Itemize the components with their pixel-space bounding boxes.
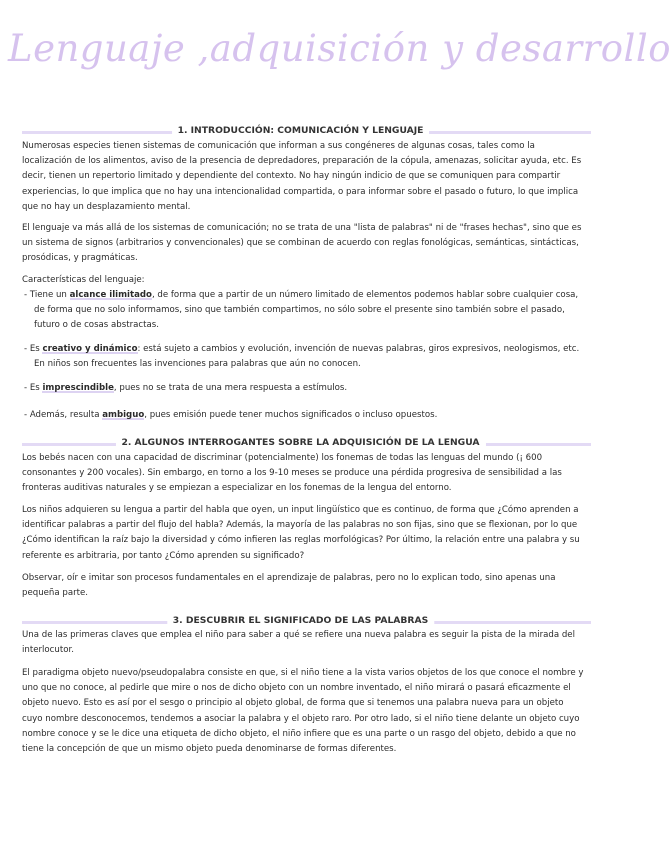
document-title: Lenguaje ,adquisición y desarrollo <box>8 27 671 70</box>
item-prefix: - Además, resulta <box>24 410 103 420</box>
meaning-paragraph-2: El paradigma objeto nuevo/pseudopalabra consiste en que, si el niño tiene a la vista varios objetos de los que conoce el nombre y uno que no conoce, al pedirle que mire o nos de dicho objeto con un nombre inventado, el niño mirará o pasará eficazmente el objeto nuevo. Esto es así por el sesgo o principio al objeto global, de forma que si tenemos una palabra nueva para un objeto cuyo nombre desconocemos, tendemos a asociar la palabra y el objeto raro. Por otro lado, si el niño tiene delante un objeto cuyo nombre conoce y se le dice una etiqueta de dicho objeto, el niño infiere que es una parte o un rasgo del objeto, debido a que no tiene la concepción de que un mismo objeto pueda denominarse de formas diferentes. <box>22 668 584 755</box>
item-prefix: - Tiene un <box>24 290 70 300</box>
section-heading-text: 3. DESCUBRIR EL SIGNIFICADO DE LAS PALABRAS <box>167 614 434 628</box>
section-2-heading <box>0 436 601 450</box>
acquisition-paragraph-3: Observar, oír e imitar son procesos fundamentales en el aprendizaje de palabras, pero no lo explican todo, sino apenas una pequeña parte. <box>22 573 556 599</box>
characteristics-title: Características del lenguaje: <box>22 275 145 285</box>
characteristic-item <box>22 381 586 396</box>
meaning-paragraph-1: Una de las primeras claves que emplea el niño para saber a qué se refiere una nueva palabra es seguir la pista de la mirada del interlocutor. <box>22 630 575 656</box>
section-heading-text: 1. INTRODUCCIÓN: COMUNICACIÓN Y LENGUAJE <box>172 124 430 138</box>
section-3-heading <box>0 614 601 628</box>
intro-paragraph-2: El lenguaje va más allá de los sistemas de comunicación; no se trata de una "lista de palabras" ni de "frases hechas", sino que es un sistema de signos (arbitrarios y convencionales) que se combinan de acuerdo con reglas fonológicas, semánticas, sintácticas, prosódicas, y pragmáticas. <box>22 223 582 264</box>
item-prefix: - Es <box>24 344 43 354</box>
item-keyword: alcance ilimitado <box>69 290 152 300</box>
item-keyword: creativo y dinámico <box>42 344 138 354</box>
characteristic-item <box>22 288 586 334</box>
item-prefix: - Es <box>24 383 43 393</box>
item-text: , pues emisión puede tener muchos significados o incluso opuestos. <box>144 410 438 420</box>
item-text: : está sujeto a cambios y evolución, invención de nuevas palabras, giros expresivos, neologismos, etc. En niños son frecuentes las invenciones para palabras que aún no conocen. <box>34 344 580 370</box>
item-keyword: ambiguo <box>102 410 145 420</box>
intro-paragraph-1: Numerosas especies tienen sistemas de comunicación que informan a sus congéneres de algunas cosas, tales como la localización de los alimentos, aviso de la presencia de depredadores, preparación de la cópula, amenazas, solicitar ayuda, etc. Es decir, tienen un repertorio limitado y dependiente del contexto. No hay ningún indicio de que se comuniquen para compartir experiencias, lo que implica que no hay una intencionalidad compartida, o para informar sobre el pasado o futuro, lo que implica que no hay un desplazamiento mental. <box>22 141 582 212</box>
characteristic-item <box>22 342 586 372</box>
section-1-heading <box>0 124 601 138</box>
section-heading-text: 2. ALGUNOS INTERROGANTES SOBRE LA ADQUISICIÓN DE LA LENGUA <box>115 436 485 450</box>
item-keyword: imprescindible <box>42 383 114 393</box>
acquisition-paragraph-1: Los bebés nacen con una capacidad de discriminar (potencialmente) los fonemas de todas las lenguas del mundo (¡ 600 consonantes y 200 vocales). Sin embargo, en torno a los 9-10 meses se produce una pérdida progresiva de sensibilidad a las fronteras auditivas naturales y se empiezan a especializar en los fonemas de la lengua del entorno. <box>22 453 562 494</box>
item-text: , de forma que a partir de un número limitado de elementos podemos hablar sobre cualquier cosa, de forma que no solo informamos, sino que también compartimos, no sólo sobre el presente sino también sobre el pasado, futuro o de cosas abstractas. <box>34 290 579 331</box>
characteristic-item <box>22 408 586 423</box>
item-text: , pues no se trata de una mera respuesta a estímulos. <box>113 383 348 393</box>
acquisition-paragraph-2: Los niños adquieren su lengua a partir del habla que oyen, un input lingüístico que es continuo, de forma que ¿Cómo aprenden a identificar palabras a partir del flujo del habla? Además, la mayoría de las palabras no son fijas, sino que se flexionan, por lo que ¿Cómo identifican la raíz bajo la diversidad y cómo infieren las reglas morfológicas? Por último, la relación entre una palabra y su referente es arbitraria, por tanto ¿Cómo aprenden su significado? <box>22 505 580 561</box>
